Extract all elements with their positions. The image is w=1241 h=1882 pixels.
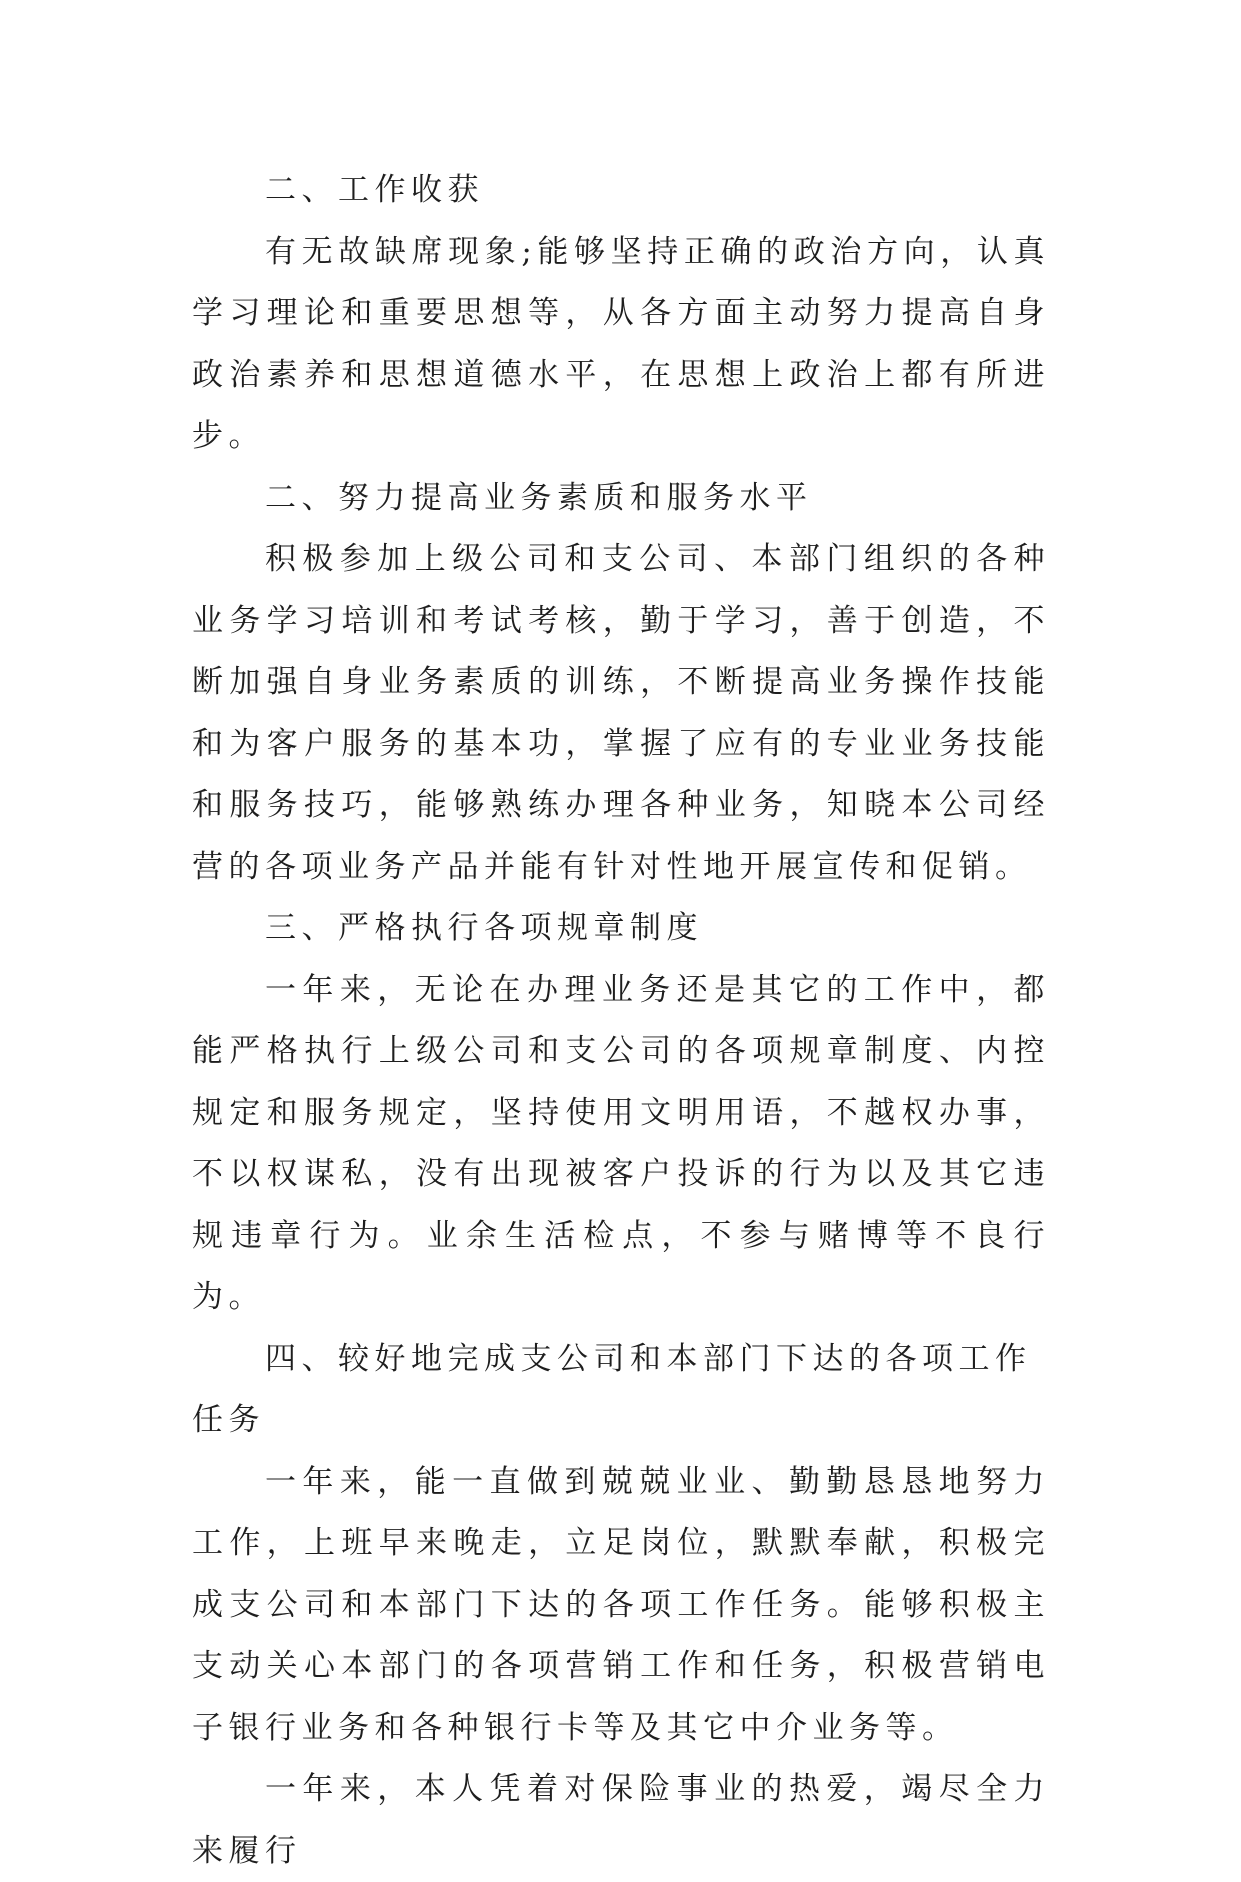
section-heading-work-gains: 二、工作收获 bbox=[265, 172, 484, 208]
paragraph-political-study: 有无故缺席现象;能够坚持正确的政治方向，认真学习理论和重要思想等，从各方面主动努力提高自身政治素养和思想道德水平，在思想上政治上都有所进步。 bbox=[192, 233, 1050, 454]
section-heading-tasks: 四、较好地完成支公司和本部门下达的各项工作任务 bbox=[192, 1340, 1032, 1438]
section-heading-rules: 三、严格执行各项规章制度 bbox=[265, 910, 703, 946]
paragraph-insurance-dedication: 一年来，本人凭着对保险事业的热爱，竭尽全力来履行 bbox=[192, 1771, 1050, 1869]
paragraph-business-training: 积极参加上级公司和支公司、本部门组织的各种业务学习培训和考试考核，勤于学习，善于创造，不断加强自身业务素质的训练，不断提高业务操作技能和为客户服务的基本功，掌握了应有的专业业务技能和服务技巧，能够熟练办理各种业务，知晓本公司经营的各项业务产品并能有针对性地开展宣传和促销。 bbox=[192, 541, 1050, 885]
paragraph-rules-compliance: 一年来，无论在办理业务还是其它的工作中，都能严格执行上级公司和支公司的各项规章制度、内控规定和服务规定，坚持使用文明用语，不越权办事，不以权谋私，没有出现被客户投诉的行为以及其它违规违章行为。业余生活检点，不参与赌博等不良行为。 bbox=[192, 971, 1050, 1315]
document-page bbox=[192, 160, 1050, 1882]
paragraph-task-completion: 一年来，能一直做到兢兢业业、勤勤恳恳地努力工作，上班早来晚走，立足岗位，默默奉献，积极完成支公司和本部门下达的各项工作任务。能够积极主支动关心本部门的各项营销工作和任务，积极营销电子银行业务和各种银行卡等及其它中介业务等。 bbox=[192, 1463, 1050, 1746]
section-heading-business-quality: 二、努力提高业务素质和服务水平 bbox=[265, 479, 813, 516]
